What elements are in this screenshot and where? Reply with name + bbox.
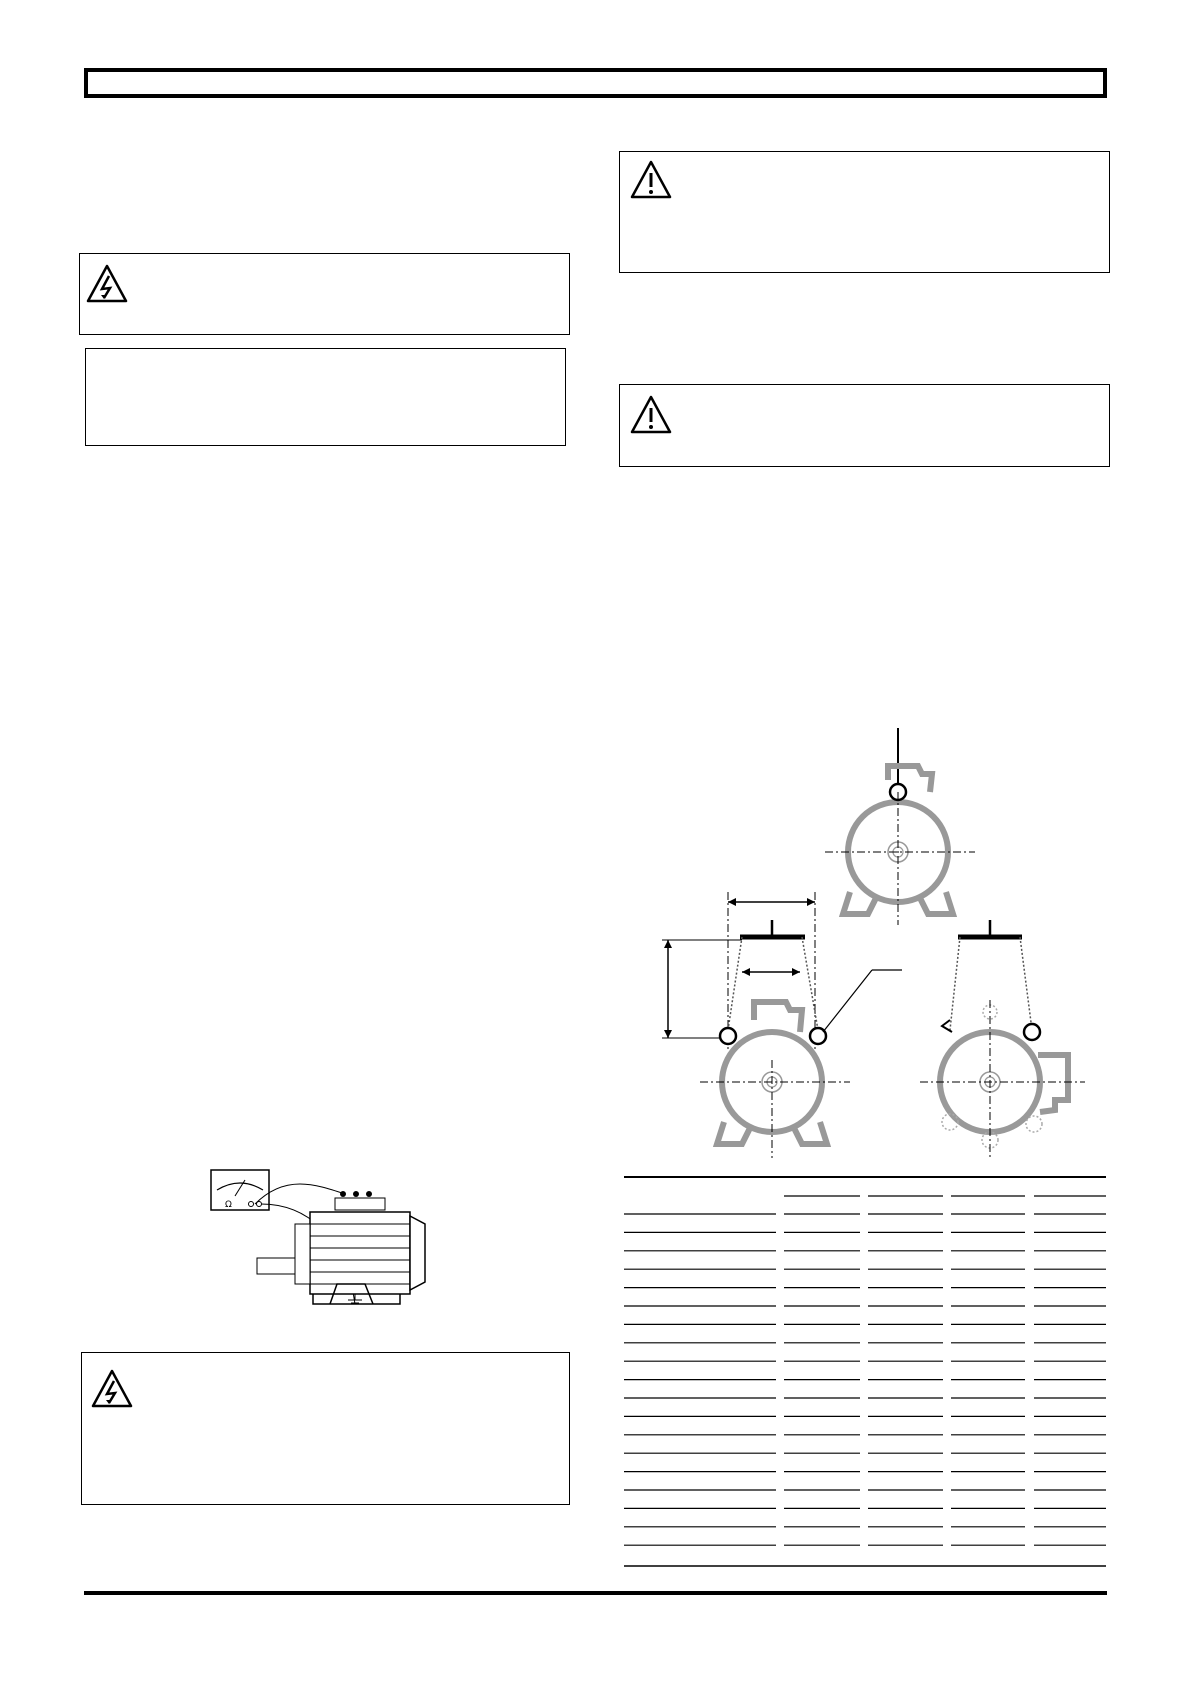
insulation-test-illustration [205, 1164, 445, 1326]
lightning-bolt-warning-icon [86, 264, 128, 304]
page-header-bar [84, 68, 1107, 98]
page-footer-rule [84, 1591, 1107, 1595]
svg-text:Ω: Ω [225, 1200, 232, 1210]
lifting-weights-table [624, 1176, 1106, 1568]
electric-hazard-warning-box-2 [81, 1352, 570, 1505]
general-warning-box-2 [619, 384, 1110, 467]
exclamation-warning-icon [630, 160, 672, 200]
note-box [85, 348, 566, 446]
table-rows [624, 1214, 1106, 1545]
motor-lifting-diagram [650, 720, 1090, 1160]
exclamation-warning-icon [630, 395, 672, 435]
general-warning-box [619, 151, 1110, 273]
lightning-bolt-warning-icon [91, 1369, 133, 1409]
electric-hazard-warning-box [79, 253, 570, 335]
